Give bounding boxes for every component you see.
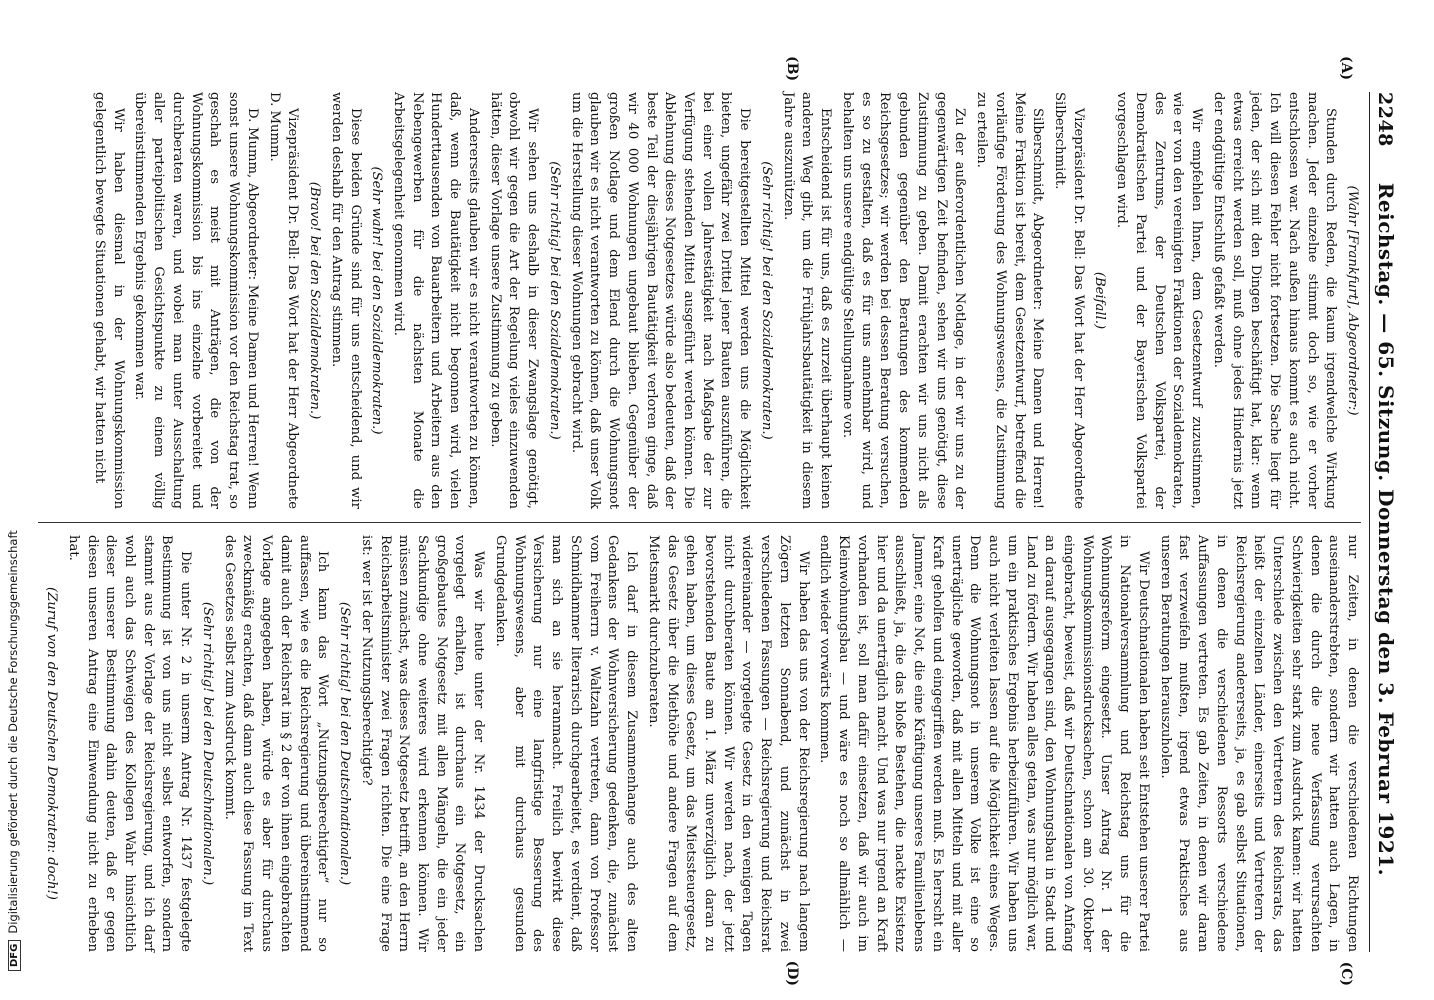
margin-marker-a: (A) (1338, 56, 1354, 81)
text-paragraph: Die bereitgestellten Mittel werden uns die Möglichkeit bieten, ungefähr zwei Drittel jener Bauten auszuführen, die bei einer vollen Jahrestätigkeit nach Maßgabe der zur Verfügung stehenden Mittel ausgeführt werden können. Die Ablehnung dieses Notgesetzes würde also bedeuten, daß der beste Teil der diesjährigen Bautätigkeit verloren ginge, daß wir 40 000 Wohnungen ungebaut blieben. Gegenüber der großen Notlage und dem Elend durch die Wohnungsnot glauben wir es nicht verantworten zu können, daß unser Volk um die Herstellung dieser Wohnungen gebracht wird. (568, 92, 753, 509)
interjection-paragraph: (Sehr richtig! bei den Deutschnationalen.) (199, 601, 215, 886)
digitization-footer (6, 14, 36, 986)
page-title: Reichstag. — 65. Sitzung. Donnerstag den 3. Februar 1921. (1374, 182, 1398, 877)
text-paragraph: Wir haben das uns von der Reichsregierung nach langem Zögern letzten Sonnabend, und zunächst in zwei verschiedenen Fassungen — Reichsregierung und Reichsrat widereinander — vorgelegte Gesetz in den wenigen Tagen nicht durchberaten können. Wir werden nach, der jetzt bevorstehenden Baute am 1. März unverzüglich daran zu gehen haben, um dieses Gesetz, um das Mietssteuergesetz, das Gesetz über die Miethöhe und andere Fragen auf dem Mietsmarkt durchzuberaten. (645, 535, 811, 952)
page-number: 2248 (1374, 92, 1396, 147)
text-paragraph: Wir haben diesmal in der Wohnungskommission gelegentlich bewegte Situationen gehabt, wir hatten nicht (92, 92, 126, 509)
column-divider (38, 522, 1361, 523)
text-paragraph: Wir empfehlen Ihnen, dem Gesetzentwurf zuzustimmen, wie er von den vereinigten Fraktionen der Sozialdemokraten, des Zentrums, der Deutschen Volkspartei, der Demokratischen Partei und der Bayerischen Volkspartei vorgeschlagen wird. (1114, 92, 1205, 509)
text-paragraph: Wir sehen uns deshalb in dieser Zwangslage genötigt, obwohl wir gegen die Art der Regelung vieles einzuwenden hätten, dieser Vorlage unsere Zustimmung zu geben. (487, 92, 541, 509)
text-paragraph: Die unter Nr. 2 in unserm Antrag Nr. 1437 festgelegte Bestimmung ist von uns nicht selbst entworfen, sondern stammt aus der Vorlage der Reichsregierung, und ich darf wohl auch das Schweigen des Kollegen Wahr hinsichtlich dieser unserer Bestimmung dahin deuten, daß er gegen diesen unseren Antrag eine Einwendung nicht zu erheben hat. (65, 535, 194, 952)
text-paragraph: Wir Deutschnationalen haben seit Entstehen unserer Partei in Nationalversammlung und Reichstag uns für die Wohnungsreform eingesetzt. Unser Antrag Nr. 1 der Wohnungskommissionsdrucksachen, schon am 30. Oktober eingebracht, beweist, daß wir Deutschnationalen von Anfang an darauf ausgegangen sind, den Wohnungsbau in Stadt und Land zu fördern. Wir haben alles getan, was nur möglich war, um ein praktisches Ergebnis herbeizuführen. Wir haben uns auch nicht verleiten lassen auf die Möglichkeit eines Weges. Denn die Wohnungsnot in unserem Volke ist eine so unerträgliche geworden, daß mit allen Mitteln und mit aller Kraft geholfen und eingegriffen werden muß. Es herrscht ein Jammer, eine Not, die eine Kräftigung unseres Familienlebens ausschließt, ja, die das bloße Bestehen, die nackte Existenz hier und da unerträglich macht. Und was nur irgend an Kraft vorhanden ist, soll man dafür einsetzen, daß wir auch im Kleinwohnungsbau — und wäre es noch so allmählich — endlich wieder vorwärts kommen. (817, 535, 1151, 952)
text-paragraph: D. Mumm, Abgeordneter: Meine Damen und Herren! Wenn sonst unsere Wohnungskommission vor den Reichstag trat, so geschah es meist mit Anträgen, die von der Wohnungskommission bis ins einzelne vorbereitet und durchberaten waren, und wobei man unter Ausschaltung aller parteipolitischen Gesichtspunkte zu einem völlig übereinstimmenden Ergebnis gekommen war. (132, 92, 260, 509)
margin-marker-d: (D) (784, 960, 800, 986)
left-column (38, 56, 1361, 509)
text-paragraph: Diese beiden Gründe sind für uns entscheidend, und wir werden deshalb für den Antrag stimmen. (328, 92, 363, 509)
text-paragraph: Ich kann das Wort „Nutzungsberechtigter“ nur so auffassen, wie es die Reichsregierung und übereinstimmend damit auch der Reichsrat im § 2 der von ihnen eingebrachten Vorlage angegeben haben, würde es aber für durchaus zweckmäßig erachten, daß dann auch diese Fassung im Text des Gesetzes selbst zum Ausdruck kommt. (221, 535, 331, 952)
interjection-paragraph: (Bravo! bei den Sozialdemokraten.) (307, 181, 323, 420)
text-paragraph: Entscheidend ist für uns, daß es zurzeit überhaupt keinen anderen Weg gibt, um die Frühjahrsbautätigkeit in diesem Jahre auszunützen. (780, 92, 834, 509)
dfg-logo: DFG (8, 940, 21, 971)
text-paragraph: Silberschmidt, Abgeordneter: Meine Damen und Herren! Meine Fraktion ist bereit, dem Gesetzentwurf, betreffend die vorläufige Förderung des Wohnungswesens, die Zustimmung zu erteilen. (974, 92, 1046, 509)
text-paragraph: Was wir heute unter der Nr. 1434 der Drucksachen vorgelegt erhalten, ist durchaus ein Notgesetz, ein großgebautes Notgesetz mit allen Mängeln, die ein jeder Sachkundige ohne weiteres wird erkennen können. Wir müssen zunächst, was dieses Notgesetz betrifft, an den Herrn Reichsarbeitsminister zwei Fragen richten. Die eine Frage ist: wer ist der Nutzungsberechtigte? (358, 535, 487, 952)
text-paragraph: nur Zeiten, in denen die verschiedenen Richtungen auseinanderstrebten, sondern wir hatten auch Lagen, in denen die durch die neue Verfassung verursachten Schwierigkeiten sehr stark zum Ausdruck kamen: wir hatten Unterschiede zwischen den Vertretern des Reichsrats, das heißt der einzelnen Länder, einerseits und Vertretern der Reichsregierung andererseits, ja, es gab selbst Situationen, in denen die verschiedenen Ressorts verschiedene Auffassungen vertreten. Es gab Zeiten, in denen wir daran fast verzweifeln mußten, irgend etwas Praktisches aus unseren Beratungen herauszuholen. (1157, 535, 1360, 952)
interjection-paragraph: (Sehr richtig! bei den Sozialdemokraten.) (758, 161, 774, 440)
page-header (1369, 92, 1398, 952)
text-paragraph: Zu der außerordentlichen Notlage, in der wir uns zu der gegenwärtigen Zeit befinden, sehen wir uns genötigt, diese Zustimmung zu geben. Damit erachten wir uns nicht als gebunden gegenüber den Beratungen des kommenden Reichsgesetzes; wir werden bei dessen Beratung versuchen, es so zu gestalten, daß es für uns annehmbar wird, und behalten uns unsere endgültige Stellungnahme vor. (839, 92, 968, 509)
interjection-paragraph: (Sehr wahr! bei den Sozialdemokraten.) (369, 166, 385, 435)
text-paragraph: Vizepräsident Dr. Bell: Das Wort hat der Herr Abgeordnete D. Mumm. (266, 92, 301, 509)
text-columns (38, 56, 1361, 986)
interjection-paragraph: (Sehr richtig! bei den Sozialdemokraten.) (546, 161, 562, 440)
right-column (38, 535, 1361, 986)
margin-marker-c: (C) (1338, 961, 1354, 986)
interjection-paragraph: (Beifall.) (1092, 271, 1108, 330)
text-paragraph: Ich darf in diesem Zusammenhange auch des alten Gedankens der Wohnversicherung gedenken, die, zunächst vom Freiherrn v. Waltzahn vertreten, dann von Professor Schmidhammer literarisch durchgearbeitet, es verdient, daß man sich an sie heranmacht. Freilich bewirkt diese Versicherung nur eine langfristige Besserung des Wohnungswesens, aber mit durchaus gesunden Grundgedanken. (492, 535, 640, 952)
margin-marker-b: (B) (784, 56, 800, 82)
text-paragraph: Andererseits glauben wir es nicht verantworten zu können, daß, wenn die Bautätigkeit nicht begonnen wird, vielen Hunderttausenden von Bauarbeitern und Arbeitern aus den Nebengewerben für die nächsten Monate die Arbeitsgelegenheit genommen wird. (391, 92, 481, 509)
footer-credit: Digitalisierung gefördert durch die Deutsche Forschungsgemeinschaft (6, 530, 20, 934)
text-paragraph: Vizepräsident Dr. Bell: Das Wort hat der Herr Abgeordnete Silberschmidt. (1051, 92, 1086, 509)
interjection-paragraph: (Wahr [Frankfurt], Abgeordneter:) (1345, 185, 1360, 416)
interjection-paragraph: (Zuruf von den Deutschen Demokraten: doch!) (44, 587, 60, 900)
interjection-paragraph: (Sehr richtig! bei den Deutschnationalen.) (337, 601, 353, 886)
text-paragraph: Stunden durch Reden, die kaum irgendwelche Wirkung machen. Jeder einzelne stimmt doch so, wie er vorher entschlossen war. Nach außen hinaus kommt es auch nicht. Ich will diesen Fehler nicht fortsetzen. Die Sache liegt für jeden, der sich mit den Dingen beschäftigt hat, klar: wenn etwas erreicht werden soll, muß ohne jedes Hindernis jetzt der endgültige Entschluß gefaßt werden. (1210, 92, 1339, 509)
